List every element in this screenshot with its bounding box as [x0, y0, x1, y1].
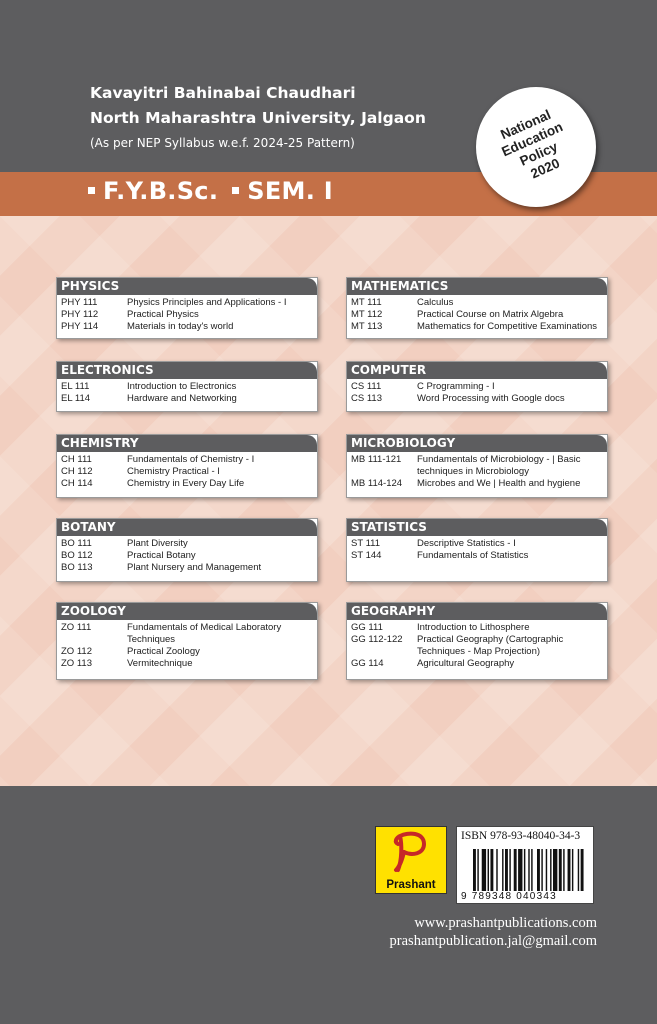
course-code: EL 111: [61, 381, 90, 392]
course-name: Hardware and Networking: [127, 393, 237, 404]
publisher-logo: [375, 826, 447, 894]
course-name: Practical Geography (Cartographic Techniques - Map Projection): [417, 634, 564, 657]
course-row: [61, 454, 313, 466]
course-name: Agricultural Geography: [417, 658, 515, 669]
course-list: [347, 620, 607, 674]
publisher-website[interactable]: www.prashantpublications.com: [414, 915, 597, 931]
nep-badge: [476, 87, 596, 207]
subject-title: MICROBIOLOGY: [347, 435, 607, 452]
subject-title: COMPUTER: [347, 362, 607, 379]
course-code: ZO 111: [61, 622, 92, 633]
course-name: Introduction to Electronics: [127, 381, 237, 392]
course-code: CH 111: [61, 454, 92, 465]
course-code: PHY 111: [61, 297, 98, 308]
prashant-p-icon: [390, 831, 430, 873]
course-row: [351, 381, 603, 393]
isbn-number: ISBN 978-93-48040-34-3: [461, 830, 581, 842]
course-row: [351, 658, 603, 670]
course-name: Plant Nursery and Management: [127, 562, 262, 573]
course-code: ZO 113: [61, 658, 92, 669]
course-row: [61, 658, 313, 670]
course-code: CH 112: [61, 466, 93, 477]
barcode-icon: [473, 849, 585, 891]
course-code: CH 114: [61, 478, 93, 489]
course-list: [57, 620, 317, 674]
subject-box-mathematics: [346, 277, 608, 339]
course-name: Vermitechnique: [127, 658, 193, 669]
course-row: [351, 538, 603, 550]
course-name: Materials in today's world: [127, 321, 234, 332]
course-name: Physics Principles and Applications - I: [127, 297, 287, 308]
course-code: CS 113: [351, 393, 382, 404]
course-code: BO 111: [61, 538, 92, 549]
semester-label: SEM. I: [247, 177, 334, 205]
subject-box-electronics: [56, 361, 318, 412]
subject-title: GEOGRAPHY: [347, 603, 607, 620]
subject-title: BOTANY: [57, 519, 317, 536]
subject-title: STATISTICS: [347, 519, 607, 536]
university-name-line1: Kavayitri Bahinabai Chaudhari: [90, 84, 356, 102]
subject-box-botany: [56, 518, 318, 582]
course-name: Practical Course on Matrix Algebra: [417, 309, 564, 320]
subject-title: PHYSICS: [57, 278, 317, 295]
subject-box-physics: [56, 277, 318, 339]
course-row: [61, 321, 313, 333]
course-list: [57, 295, 317, 337]
course-code: BO 113: [61, 562, 93, 573]
course-row: [351, 393, 603, 405]
subject-title: ELECTRONICS: [57, 362, 317, 379]
course-name: Fundamentals of Medical Laboratory Techniques: [127, 622, 282, 645]
course-name: Introduction to Lithosphere: [417, 622, 530, 633]
course-code: GG 111: [351, 622, 383, 633]
course-name: C Programming - I: [417, 381, 495, 392]
course-name: Fundamentals of Statistics: [417, 550, 529, 561]
course-name: Descriptive Statistics - I: [417, 538, 516, 549]
subject-title: MATHEMATICS: [347, 278, 607, 295]
course-row: [61, 381, 313, 393]
course-list: [347, 536, 607, 566]
course-name: Mathematics for Competitive Examinations: [417, 321, 598, 332]
publisher-section: [0, 786, 657, 1024]
course-row: [61, 309, 313, 321]
subject-box-zoology: [56, 602, 318, 680]
subject-box-chemistry: [56, 434, 318, 498]
course-code: MT 112: [351, 309, 383, 320]
course-name: Calculus: [417, 297, 454, 308]
course-name: Fundamentals of Microbiology - | Basic techniques in Microbiology: [417, 454, 581, 477]
course-row: [351, 309, 603, 321]
course-row: [351, 297, 603, 309]
course-row: [61, 538, 313, 550]
subject-box-geography: [346, 602, 608, 680]
course-row: [351, 478, 603, 490]
subject-box-computer: [346, 361, 608, 412]
isbn-block: [456, 826, 594, 904]
subject-box-statistics: [346, 518, 608, 582]
course-name: Practical Zoology: [127, 646, 200, 657]
course-list: [347, 295, 607, 337]
course-row: [351, 321, 603, 333]
subject-title: CHEMISTRY: [57, 435, 317, 452]
course-name: Fundamentals of Chemistry - I: [127, 454, 255, 465]
course-row: [61, 297, 313, 309]
course-code: ZO 112: [61, 646, 92, 657]
course-name: Practical Physics: [127, 309, 199, 320]
course-list: [57, 536, 317, 578]
nep-badge-text: National Education Policy 2020: [498, 106, 566, 182]
course-row: [61, 562, 313, 574]
class-band-text: [88, 177, 333, 205]
course-name: Chemistry in Every Day Life: [127, 478, 245, 489]
course-row: [61, 466, 313, 478]
course-row: [351, 634, 603, 658]
course-list: [57, 379, 317, 409]
subject-box-microbiology: [346, 434, 608, 498]
course-name: Practical Botany: [127, 550, 196, 561]
course-code: PHY 114: [61, 321, 99, 332]
class-label: F.Y.B.Sc.: [103, 177, 219, 205]
course-list: [57, 452, 317, 494]
course-code: MB 114-124: [351, 478, 403, 489]
course-row: [61, 478, 313, 490]
publisher-email[interactable]: prashantpublication.jal@gmail.com: [389, 933, 597, 949]
square-bullet-icon: [232, 187, 239, 194]
course-list: [347, 379, 607, 409]
course-code: MT 111: [351, 297, 382, 308]
course-code: BO 112: [61, 550, 93, 561]
course-name: Word Processing with Google docs: [417, 393, 565, 404]
course-name: Microbes and We | Health and hygiene: [417, 478, 581, 489]
course-row: [351, 454, 603, 478]
course-row: [61, 393, 313, 405]
syllabus-pattern: (As per NEP Syllabus w.e.f. 2024-25 Pattern): [90, 136, 355, 150]
square-bullet-icon: [88, 187, 95, 194]
course-code: PHY 112: [61, 309, 99, 320]
course-code: CS 111: [351, 381, 382, 392]
course-code: MT 113: [351, 321, 383, 332]
course-row: [61, 550, 313, 562]
course-name: Chemistry Practical - I: [127, 466, 220, 477]
course-code: ST 144: [351, 550, 382, 561]
course-list: [347, 452, 607, 494]
logo-label: Prashant: [376, 877, 446, 893]
course-row: [351, 622, 603, 634]
course-row: [61, 622, 313, 646]
university-name-line2: North Maharashtra University, Jalgaon: [90, 109, 426, 127]
course-code: ST 111: [351, 538, 381, 549]
course-code: EL 114: [61, 393, 91, 404]
course-name: Plant Diversity: [127, 538, 188, 549]
course-code: MB 111-121: [351, 454, 402, 465]
course-code: GG 112-122: [351, 634, 403, 645]
subject-title: ZOOLOGY: [57, 603, 317, 620]
course-row: [61, 646, 313, 658]
course-row: [351, 550, 603, 562]
barcode-digits: 9 789348 040343: [461, 891, 557, 902]
course-code: GG 114: [351, 658, 384, 669]
